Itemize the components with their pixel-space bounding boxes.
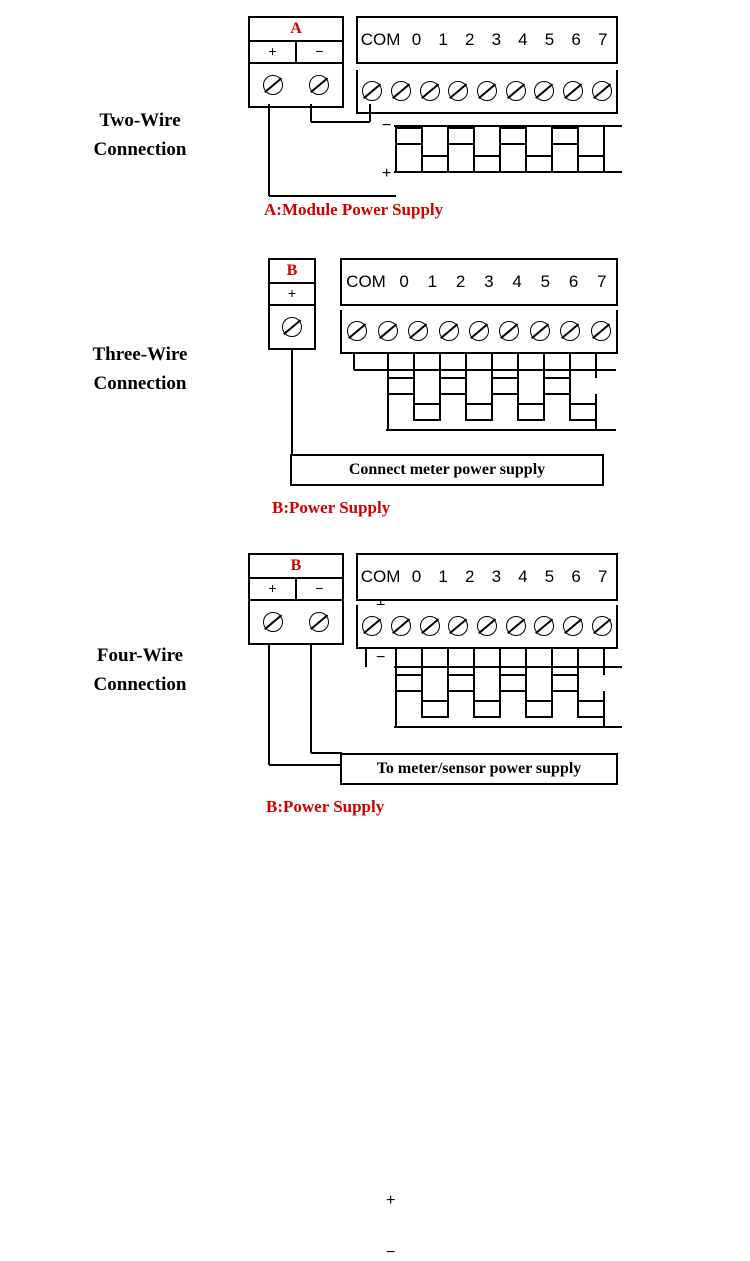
module-channel-label: 6 — [571, 567, 581, 586]
power-supply-title-a: A — [250, 18, 342, 42]
module-channel-label: 0 — [411, 30, 422, 49]
screw-terminal-icon — [506, 81, 526, 101]
module-com-label: COM — [360, 567, 401, 586]
screw-terminal-icon — [591, 321, 611, 341]
rail-minus-sign: − — [386, 1244, 396, 1261]
module-channel-label: 4 — [512, 272, 522, 291]
rail-plus-sign: + — [382, 165, 392, 182]
module-channel-label: 5 — [544, 30, 555, 49]
screw-terminal-icon — [506, 616, 526, 636]
module-channel-label: 6 — [568, 272, 579, 291]
module-channel-label: 0 — [399, 272, 409, 291]
screw-terminal-icon — [499, 321, 519, 341]
power-supply-minus-sign: − — [295, 42, 342, 62]
module-channel-label: 7 — [597, 567, 608, 586]
screw-terminal-icon — [534, 81, 554, 101]
module-channel-label: 5 — [540, 272, 551, 291]
rail-plus-sign: + — [386, 1192, 396, 1209]
power-supply-terminals-b-three-wire — [268, 306, 316, 350]
screw-terminal-icon — [362, 616, 382, 636]
power-supply-minus-sign: − — [295, 579, 342, 599]
module-header-three-wire — [340, 258, 618, 306]
power-supply-title-b: B — [250, 555, 342, 579]
module-channel-label: 3 — [484, 272, 494, 291]
module-channel-label: 5 — [544, 567, 555, 586]
power-supply-title-b: B — [270, 260, 314, 284]
screw-terminal-icon — [309, 75, 329, 95]
power-supply-block-b-four-wire — [248, 553, 344, 601]
module-channel-label: 1 — [427, 272, 438, 291]
note-box-connect-meter-power-supply: Connect meter power supply — [290, 454, 604, 486]
screw-terminal-icon — [592, 616, 612, 636]
screw-terminal-icon — [560, 321, 580, 341]
screw-terminal-icon — [391, 81, 411, 101]
section-label-four-wire — [40, 641, 240, 699]
section-label-line1: Four-Wire — [96, 645, 184, 666]
section-label-line2: Connection — [93, 373, 187, 394]
rail-minus-sign: − — [382, 117, 392, 134]
four-wire-connection-section — [0, 545, 750, 1261]
module-com-label: COM — [346, 272, 386, 291]
screw-terminal-icon — [378, 321, 398, 341]
screw-terminal-icon — [420, 81, 440, 101]
caption-two-wire: A:Module Power Supply — [264, 200, 444, 219]
screw-terminal-icon — [282, 317, 302, 337]
rail-minus-sign: − — [376, 649, 386, 666]
screw-terminal-icon — [309, 612, 329, 632]
screw-terminal-icon — [362, 81, 382, 101]
section-label-three-wire — [40, 340, 240, 398]
screw-terminal-icon — [592, 81, 612, 101]
module-header-four-wire — [356, 553, 618, 601]
module-channel-label: 7 — [597, 30, 608, 49]
two-wire-connection-section — [0, 0, 750, 235]
power-supply-block-b-three-wire — [268, 258, 316, 306]
module-channel-label: 3 — [491, 30, 502, 49]
screw-terminal-icon — [469, 321, 489, 341]
wiring-diagram-two-wire — [248, 104, 628, 204]
module-channel-label: 4 — [518, 567, 528, 586]
screw-terminal-icon — [263, 75, 283, 95]
section-label-line1: Two-Wire — [99, 110, 181, 131]
screw-terminal-icon — [534, 616, 554, 636]
screw-terminal-icon — [477, 81, 497, 101]
screw-terminal-icon — [563, 616, 583, 636]
module-channel-label: 7 — [597, 272, 607, 291]
screw-terminal-icon — [391, 616, 411, 636]
module-com-label: COM — [360, 30, 401, 49]
screw-terminal-icon — [563, 81, 583, 101]
section-label-line1: Three-Wire — [92, 344, 188, 365]
screw-terminal-icon — [477, 616, 497, 636]
screw-terminal-icon — [420, 616, 440, 636]
module-channel-label: 4 — [518, 30, 528, 49]
module-channel-label: 6 — [571, 30, 581, 49]
screw-terminal-icon — [448, 616, 468, 636]
screw-terminal-icon — [448, 81, 468, 101]
power-supply-plus-sign: + — [268, 43, 277, 59]
module-channel-label: 2 — [464, 567, 475, 586]
module-channel-label: 0 — [411, 567, 422, 586]
caption-four-wire: B:Power Supply — [266, 797, 385, 816]
module-channel-label: 1 — [438, 567, 448, 586]
module-channel-label: 3 — [491, 567, 502, 586]
power-supply-plus-sign: + — [268, 580, 277, 596]
power-supply-terminals-a — [248, 64, 344, 108]
note-box-to-meter-sensor-power-supply: To meter/sensor power supply — [340, 753, 618, 785]
section-label-line2: Connection — [93, 674, 187, 695]
section-label-line2: Connection — [93, 139, 187, 160]
power-supply-block-a — [248, 16, 344, 64]
screw-terminal-icon — [347, 321, 367, 341]
screw-terminal-icon — [263, 612, 283, 632]
screw-terminal-icon — [530, 321, 550, 341]
module-channel-label: 2 — [455, 272, 466, 291]
power-supply-plus-sign: + — [287, 285, 297, 301]
module-header-two-wire — [356, 16, 618, 64]
module-channel-label: 2 — [464, 30, 475, 49]
power-supply-terminals-b-four-wire — [248, 601, 344, 645]
caption-three-wire: B:Power Supply — [272, 498, 391, 517]
screw-terminal-icon — [439, 321, 459, 341]
screw-terminal-icon — [408, 321, 428, 341]
module-channel-label: 1 — [438, 30, 448, 49]
section-label-two-wire — [40, 106, 240, 164]
